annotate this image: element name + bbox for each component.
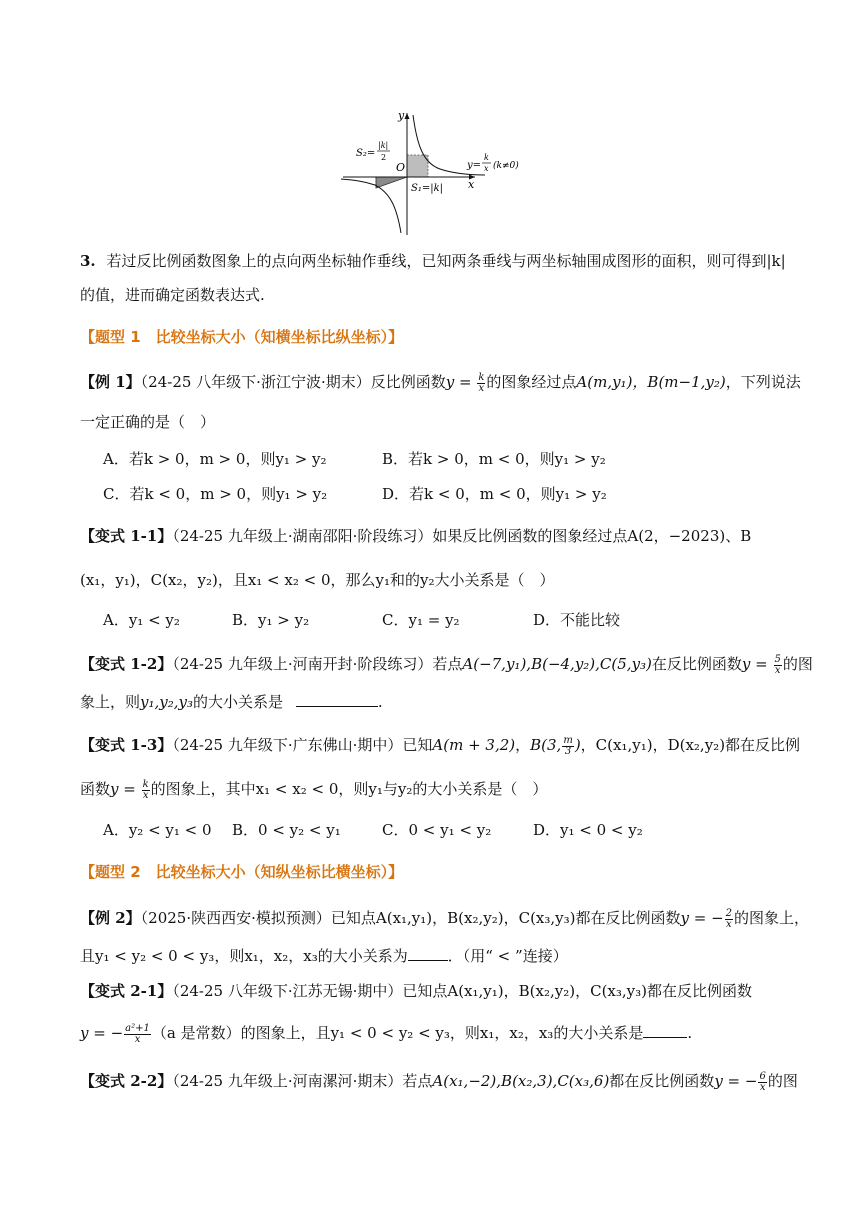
variant-1-1-option-d: D．不能比较 (533, 611, 621, 629)
variant-2-2-tag: 【变式 2-2】 (80, 1072, 173, 1090)
type-1-heading: 【题型 1 比较坐标大小（知横坐标比纵坐标）】 (80, 328, 404, 346)
variant-2-1-condition: （a 是常数）的图象上，且y₁ < 0 < y₂ < y₃，则x₁，x₂，x₃的大小关系是 (151, 1024, 644, 1042)
variant-1-3-option-c: C．0 < y₁ < y₂ (382, 821, 492, 839)
variant-1-1-source: （24-25 九年级上·湖南邵阳·阶段练习）如果反比例函数的图象经过点 (172, 527, 628, 545)
origin-label: O (396, 161, 406, 174)
variant-1-1-text2: 、B (725, 527, 752, 545)
point-3-text1: 若过反比例函数图象上的点向两坐标轴作垂线，已知两条垂线与两坐标轴围成图形的面积，则可得到|k| (106, 252, 786, 270)
s2-denominator: 2 (381, 153, 387, 162)
example-2-tag: 【例 2】 (80, 909, 141, 927)
variant-1-3-point-b-fraction: $\frac{m}{3}$ (563, 734, 573, 757)
variant-1-2-points: A(−7,y₁),B(−4,y₂),C(5,y₃) (462, 655, 652, 673)
variant-1-1-point-a: A(2，−2023) (627, 527, 726, 545)
x-axis-label: x (468, 178, 475, 191)
variant-1-3-point-b-open: B(3, (530, 736, 562, 754)
example-1-line2: 一定正确的是（ ） (80, 413, 216, 431)
example-1-fraction: $\frac{k}{x}$ (478, 371, 485, 394)
example-1-text3: ，下列说法 (725, 373, 801, 391)
variant-1-2-tag: 【变式 1-2】 (80, 655, 173, 673)
variant-1-3-source: （24-25 九年级下·广东佛山·期中）已知 (172, 736, 433, 754)
variant-2-2-text3: 的图 (767, 1072, 798, 1090)
y-axis-label: y (398, 109, 405, 122)
s1-shaded-region (407, 155, 428, 177)
variant-2-1-func-lhs: y = − (80, 1024, 124, 1042)
s2-shaded-region (376, 177, 407, 188)
point-3-line1 (80, 251, 786, 271)
variant-2-2-text2: 都在反比例函数 (609, 1072, 715, 1090)
type-2-heading: 【题型 2 比较坐标大小（知纵坐标比横坐标）】 (80, 863, 404, 881)
variant-1-2-line1 (80, 654, 813, 676)
hyperbola-branch-q3 (341, 179, 401, 233)
curve-numerator: k (484, 153, 489, 162)
variant-1-3-tag: 【变式 1-3】 (80, 736, 173, 754)
variant-2-2-fraction: $\frac{6}{x}$ (759, 1070, 766, 1093)
variant-2-1-period: . (687, 1024, 693, 1042)
example-2-answer-blank[interactable] (408, 960, 448, 961)
variant-1-3-point-a: A(m + 3,2) (432, 736, 516, 754)
example-1-source: （24-25 八年级下·浙江宁波·期末）反比例函数 (140, 373, 446, 391)
variant-1-2-text2: 在反比例函数 (651, 655, 742, 673)
variant-1-2-text3: 的图 (782, 655, 813, 673)
curve-condition: (k≠0) (493, 161, 519, 171)
s2-label: S₂= (356, 148, 376, 159)
variant-1-1-line2 (80, 570, 555, 590)
example-1-option-b: B．若k > 0，m < 0，则y₁ > y₂ (382, 450, 606, 468)
variant-2-2-points: A(x₁,−2),B(x₂,3),C(x₃,6) (432, 1072, 610, 1090)
variant-1-3-option-a: A．y₂ < y₁ < 0 (103, 821, 212, 839)
hyperbola-figure (335, 105, 535, 240)
variant-1-3-fraction: $\frac{k}{x}$ (142, 778, 149, 801)
variant-1-1-line1 (80, 526, 751, 546)
variant-1-2-line2 (80, 692, 383, 712)
example-2-func-lhs: y = − (680, 909, 724, 927)
example-1-line1 (80, 372, 801, 394)
variant-1-2-source: （24-25 九年级上·河南开封·阶段练习）若点 (172, 655, 463, 673)
variant-1-1-condition: ，且x₁ < x₂ < 0，那么y₁和的y₂大小关系是（ ） (217, 571, 555, 589)
variant-2-1-line2 (80, 1023, 692, 1045)
example-2-text2: 的图象上， (734, 909, 810, 927)
variant-2-2-line1 (80, 1071, 798, 1093)
example-1-option-c: C．若k < 0，m > 0，则y₁ > y₂ (103, 485, 328, 503)
variant-1-1-option-b: B．y₁ > y₂ (232, 611, 310, 629)
variant-1-2-text4: 象上，则 (80, 693, 141, 711)
point-3-number: 3. (80, 252, 96, 270)
example-1-option-a: A．若k > 0，m > 0，则y₁ > y₂ (103, 450, 327, 468)
example-2-fraction: $\frac{2}{x}$ (725, 907, 733, 930)
variant-2-2-func-lhs: y = − (714, 1072, 758, 1090)
variant-1-3-point-b-close: ) (574, 736, 581, 754)
variant-1-2-period: . (377, 693, 383, 711)
example-1-option-d: D．若k < 0，m < 0，则y₁ > y₂ (382, 485, 607, 503)
variant-2-1-fraction: $\frac{\text{a²+1}}{x}$ (125, 1022, 150, 1045)
variant-1-1-option-a: A．y₁ < y₂ (103, 611, 180, 629)
example-2-line2 (80, 946, 568, 966)
variant-1-3-text4: 函数 (80, 780, 111, 798)
variant-1-3-text3: ，C(x₁,y₁)，D(x₂,y₂)都在反比例 (580, 736, 801, 754)
example-1-points: A(m,y₁)，B(m−1,y₂) (576, 373, 726, 391)
variant-1-3-option-d: D．y₁ < 0 < y₂ (533, 821, 643, 839)
curve-label: y= (467, 160, 482, 171)
variant-1-3-text5: 的图象上，其中x₁ < x₂ < 0，则y₁与y₂的大小关系是（ ） (150, 780, 548, 798)
point-3-line2: 的值，进而确定函数表达式. (80, 286, 265, 304)
variant-1-3-comma: ， (515, 736, 531, 754)
variant-2-1-answer-blank[interactable] (643, 1037, 687, 1038)
variant-2-2-source: （24-25 九年级上·河南漯河·期末）若点 (172, 1072, 433, 1090)
variant-2-1-source: （24-25 八年级下·江苏无锡·期中）已知点A(x₁,y₁)，B(x₂,y₂)，C(x₃,y₃)都在反比例函数 (172, 982, 753, 1000)
variant-1-2-vars: y₁,y₂,y₃ (140, 693, 194, 711)
variant-1-2-answer-blank[interactable] (296, 706, 378, 707)
variant-2-1-tag: 【变式 2-1】 (80, 982, 173, 1000)
example-2-source: （2025·陕西西安·模拟预测）已知点A(x₁,y₁)，B(x₂,y₂)，C(x₃,y₃)都在反比例函数 (140, 909, 681, 927)
curve-denominator: x (484, 164, 489, 173)
variant-1-2-text5: 的大小关系是 (193, 693, 284, 711)
variant-2-1-line1 (80, 981, 752, 1001)
example-2-condition: 且y₁ < y₂ < 0 < y₃，则x₁，x₂，x₃的大小关系为 (80, 947, 408, 965)
example-2-hint: ．（用“ < ”连接） (447, 947, 568, 965)
variant-1-3-line2 (80, 779, 547, 801)
variant-1-2-func-lhs: y = (741, 655, 773, 673)
variant-1-1-points: (x₁，y₁)，C(x₂，y₂) (80, 571, 218, 589)
example-1-text2: 的图象经过点 (486, 373, 577, 391)
variant-1-3-option-b: B．0 < y₂ < y₁ (232, 821, 341, 839)
variant-1-1-option-c: C．y₁ = y₂ (382, 611, 460, 629)
s1-label: S₁=|k| (411, 183, 444, 194)
variant-1-3-line1 (80, 735, 800, 757)
example-2-line1 (80, 908, 809, 930)
variant-1-1-tag: 【变式 1-1】 (80, 527, 173, 545)
example-1-tag: 【例 1】 (80, 373, 141, 391)
example-1-func-lhs: y = (445, 373, 477, 391)
s2-numerator: |k| (378, 141, 389, 150)
variant-1-2-fraction: $\frac{5}{x}$ (774, 653, 781, 676)
variant-1-3-func-lhs: y = (110, 780, 141, 798)
